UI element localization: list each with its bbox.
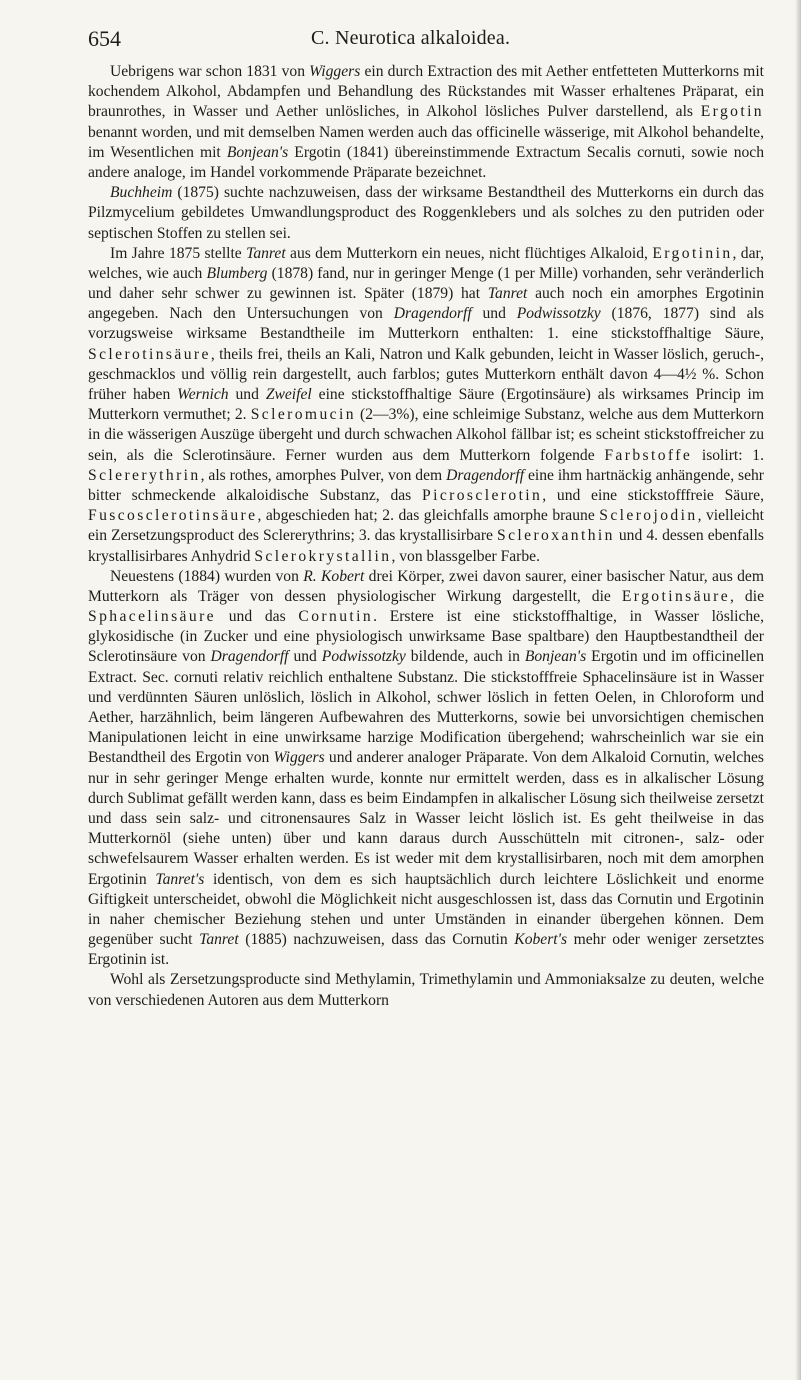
text-run: Ergotin und im officinellen Extract. Sec. cornuti relativ reichlich enthaltene Substanz. Die stickstofffreie Sphacelinsäure ist in Wasser und verdünnten Säuren unlöslich, löslich in Alkohol, schwer löslich in fetten Oelen, in Chloroform und Aether, harzähnlich, beim längeren Aufbewahren des Mutterkorns, sowie bei unvorsichtigen chemischen Manipulationen leicht in eine unwirksame harzige Modification übergehend; wahrscheinlich war sie ein Bestandtheil des Ergotin von xyxy=(88,648,764,767)
spaced-term: Cornutin xyxy=(298,608,374,626)
text-run: , von blassgelber Farbe. xyxy=(391,547,540,565)
author-name: Tanret xyxy=(199,931,239,949)
author-name: R. Kobert xyxy=(303,567,365,585)
page-edge-shadow xyxy=(795,0,801,1380)
author-name: Bonjean's xyxy=(226,143,289,161)
spaced-term: Fuscosclerotinsäure xyxy=(88,507,258,525)
author-name: Podwissotzky xyxy=(516,305,601,323)
text-run: (2—3%), eine schleimige Substanz, welche aus dem Mutterkorn in die wässerigen Auszüge übergeht und durch schwachen Alkohol fällbar ist; es scheint stickstoffreicher zu sein, als die Sclerotinsäure. Ferner wurden aus dem Mutterkorn folgende xyxy=(88,406,764,464)
text-run: Ergotin (1841) übereinstimmende Extractum Secalis cornuti, sowie noch andere analoge, im Handel vorkommende Präparate bezeichnet. xyxy=(88,143,765,181)
text-run: , dar, welches, wie auch xyxy=(88,244,764,282)
spaced-term: Ergotin xyxy=(700,103,764,121)
text-run: , die xyxy=(730,587,764,605)
paragraph xyxy=(88,244,764,567)
text-run: ein durch Extraction des mit Aether entfetteten Mutterkorns mit kochendem Alkohol, Abdampfen und Behandlung des Rückstandes mit Wasser erhaltenes Präparat, ein braunrothes, in Wasser und Aether unlösliches, in Alkohol lösliches Pulver darstellend, als xyxy=(88,63,764,121)
text-run: Wohl als Zersetzungsproducte sind Methylamin, Trimethylamin und Ammoniaksalze zu deuten, welche von verschiedenen Autoren aus dem Mutterkorn xyxy=(88,971,764,1009)
spaced-term: Sclerojodin xyxy=(599,507,698,525)
text-run: drei Körper, zwei davon saurer, einer basischer Natur, aus dem Mutterkorn als Träger von dessen physiologischer Wirkung dargestellt, die xyxy=(88,567,764,605)
text-run: (1875) suchte nachzuweisen, dass der wirksame Bestandtheil des Mutterkorns ein durch das Pilzmycelium gebildetes Umwandlungsproduct des Roggenklebers und als solches zu den putriden oder septischen Stoffen zu stellen sei. xyxy=(88,184,764,242)
text-run: , als rothes, amorphes Pulver, von dem xyxy=(200,466,447,484)
body-text xyxy=(88,62,764,1011)
text-run: eine ihm hartnäckig anhängende, sehr bitter schmeckende alkaloidische Substanz, das xyxy=(88,466,764,504)
spaced-term: Scleroxanthin xyxy=(497,527,615,545)
text-run: benannt worden, und mit demselben Namen werden auch das officinelle wässerige, mit Alkohol behandelte, im Wesentlichen mit xyxy=(88,123,764,161)
spaced-term: Ergotinin xyxy=(652,244,733,262)
text-run: bildende, auch in xyxy=(405,648,525,666)
text-run: identisch, von dem es sich hauptsächlich durch leichtere Löslichkeit und enorme Giftigkeit unterscheidet, obwohl die Möglichkeit nicht ausgeschlossen ist, dass das Cornutin und Ergotinin in naher chemischer Beziehung stehen und unter Umständen in einander übergehen können. Dem gegenüber sucht xyxy=(88,870,764,949)
spaced-term: Sclererythrin xyxy=(88,466,201,484)
text-run: , und eine stickstofffreie Säure, xyxy=(542,486,765,504)
author-name: Dragendorff xyxy=(446,466,525,484)
text-run: , vielleicht ein Zersetzungsproduct des Sclererythrins; 3. das krystallisirbare xyxy=(88,507,764,545)
author-name: Tanret xyxy=(487,285,528,303)
text-run: und xyxy=(288,648,322,666)
text-run: (1885) nachzuweisen, dass das Cornutin xyxy=(238,931,515,949)
author-name: Blumberg xyxy=(206,264,268,282)
spaced-term: Scleromucin xyxy=(250,406,356,424)
text-run: und das xyxy=(216,608,299,626)
paragraph xyxy=(88,183,764,244)
text-run: Im Jahre 1875 stellte xyxy=(110,244,247,262)
spaced-term: Sphacelinsäure xyxy=(88,608,216,626)
author-name: Wernich xyxy=(177,386,229,403)
text-run: . Erstere ist eine stickstoffhaltige, in Wasser lösliche, glykosidische (in Zucker und eine physiologisch unwirksame Base spaltbare) den Hauptbestandtheil der Sclerotinsäure von xyxy=(88,608,764,666)
text-run: , theils frei, theils an Kali, Natron und Kalk gebunden, leicht in Wasser löslich, geruch-, geschmacklos und völlig rein dargestellt, auch farblos; gutes Mutterkorn enthält davon 4—4½ %. Schon früher haben xyxy=(88,345,764,403)
spaced-term: Sclerokrystallin xyxy=(254,547,392,565)
author-name: Wiggers xyxy=(309,63,361,80)
running-head: C. Neurotica alkaloidea. xyxy=(311,27,511,49)
text-run: und 4. dessen ebenfalls krystallisirbares Anhydrid xyxy=(88,527,764,565)
text-run: Neuestens (1884) wurden von xyxy=(110,567,304,585)
text-run: , abgeschieden hat; 2. das gleichfalls amorphe braune xyxy=(257,507,600,525)
paragraph xyxy=(88,970,764,1010)
author-name: Buchheim xyxy=(110,184,173,202)
text-run: (1878) fand, nur in geringer Menge (1 per Mille) vorhanden, sehr veränderlich und daher sehr schwer zu gewinnen ist. Später (1879) hat xyxy=(88,264,764,303)
text-run: (1876, 1877) sind als vorzugsweise wirksame Bestandtheile im Mutterkorn enthalten: 1. eine stickstoffhaltige Säure, xyxy=(88,305,764,343)
text-run: isolirt: 1. xyxy=(692,446,764,464)
author-name: Podwissotzky xyxy=(321,648,406,666)
paragraph xyxy=(88,567,764,971)
spaced-term: Sclerotinsäure xyxy=(88,345,211,363)
author-name: Kobert's xyxy=(514,931,568,949)
paragraph xyxy=(88,62,764,183)
text-run: auch noch ein amorphes Ergotinin angegeben. Nach den Untersuchungen von xyxy=(88,285,764,323)
author-name: Dragendorff xyxy=(393,305,472,323)
text-run: und anderer analoger Präparate. Von dem Alkaloid Cornutin, welches nur in sehr geringer Menge erhalten wurde, konnte nur ermittelt werden, dass es in alkalischer Lösung durch Sublimat gefällt werden kann, dass es beim Eindampfen in alkalischer Lösung sich theilweise zersetzt und dass sein salz- und citronensaures Salz in Wasser leicht löslich ist. Es geht theilweise in das Mutterkornöl (siehe unten) über und kann daraus durch Ausschütteln mit citronen-, salz- oder schwefelsaurem Wasser erhalten werden. Es ist weder mit dem krystallisirbaren, noch mit dem amorphen Ergotinin xyxy=(88,749,765,888)
page-number: 654 xyxy=(88,26,121,51)
author-name: Dragendorff xyxy=(210,648,289,666)
text-run: aus dem Mutterkorn ein neues, nicht flüchtiges Alkaloid, xyxy=(285,244,653,262)
spaced-term: Ergotinsäure xyxy=(621,587,731,605)
author-name: Tanret's xyxy=(155,870,205,888)
author-name: Bonjean's xyxy=(524,648,587,666)
text-run: und xyxy=(228,386,266,403)
text-run: und xyxy=(471,305,517,323)
text-run: eine stickstoffhaltige Säure (Ergotinsäure) als wirksames Princip im Mutterkorn vermuthet; 2. xyxy=(88,386,765,424)
spaced-term: Farbstoffe xyxy=(604,446,693,464)
author-name: Zweifel xyxy=(265,386,312,403)
author-name: Tanret xyxy=(246,244,286,262)
page-header xyxy=(88,26,728,56)
text-run: Uebrigens war schon 1831 von xyxy=(110,63,310,80)
author-name: Wiggers xyxy=(273,749,325,767)
spaced-term: Picrosclerotin xyxy=(422,486,543,504)
text-run: mehr oder weniger zersetztes Ergotinin ist. xyxy=(88,931,765,969)
